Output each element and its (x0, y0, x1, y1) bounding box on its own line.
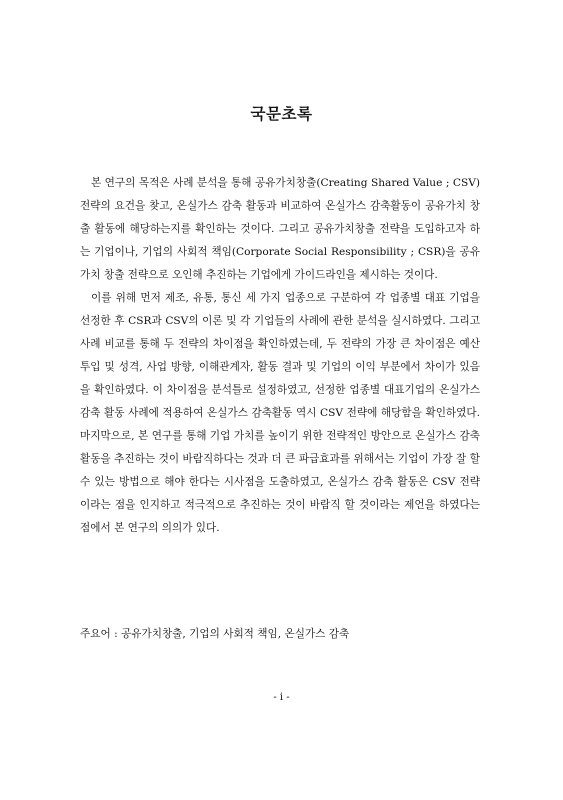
page-number: - i - (273, 692, 290, 703)
abstract-body (80, 172, 480, 540)
abstract-paragraph-1: 본 연구의 목적은 사례 분석을 통해 공유가치창출(Creating Shared Value ; CSV) 전략의 요건을 찾고, 온실가스 감축 활동과 비교하여 온실가스 감축활동이 공유가치 창출 활동에 해당하는지를 확인하는 것이다. 그리고 공유가치창출 전략을 도입하고자 하는 기업이나, 기업의 사회적 책임(Corporate Social Responsibility ; CSR)을 공유가치 창출 전략으로 오인해 추진하는 기업에게 가이드라인을 제시하는 것이다. (80, 177, 480, 281)
page-title: 국문초록 (250, 105, 313, 123)
keywords-line: 주요어 : 공유가치창출, 기업의 사회적 책임, 온실가스 감축 (80, 628, 350, 640)
abstract-paragraph-2: 이를 위해 먼저 제조, 유통, 통신 세 가지 업종으로 구분하여 각 업종별 대표 기업을 선정한 후 CSR과 CSV의 이론 및 각 기업들의 사례에 관한 분석을 실시하였다. 그리고 사례 비교를 통해 두 전략의 차이점을 확인하였는데, 두 전략의 가장 큰 차이점은 예산 투입 및 성격, 사업 방향, 이해관계자, 활동 결과 및 기업의 이익 부분에서 차이가 있음을 확인하였다. 이 차이점을 분석틀로 설정하였고, 선정한 업종별 대표기업의 온실가스 감축 활동 사례에 적용하여 온실가스 감축활동 역시 CSV 전략에 해당함을 확인하였다. 마지막으로, 본 연구를 통해 기업 가치를 높이기 위한 전략적인 방안으로 온실가스 감축 활동을 추진하는 것이 바람직하다는 것과 더 큰 파급효과를 위해서는 기업이 가장 잘 할 수 있는 방법으로 해야 한다는 시사점을 도출하였고, 온실가스 감축 활동은 CSV 전략이라는 점을 인지하고 적극적으로 추진하는 것이 바람직 할 것이라는 제언을 하였다는 점에서 본 연구의 의의가 있다. (80, 292, 480, 534)
